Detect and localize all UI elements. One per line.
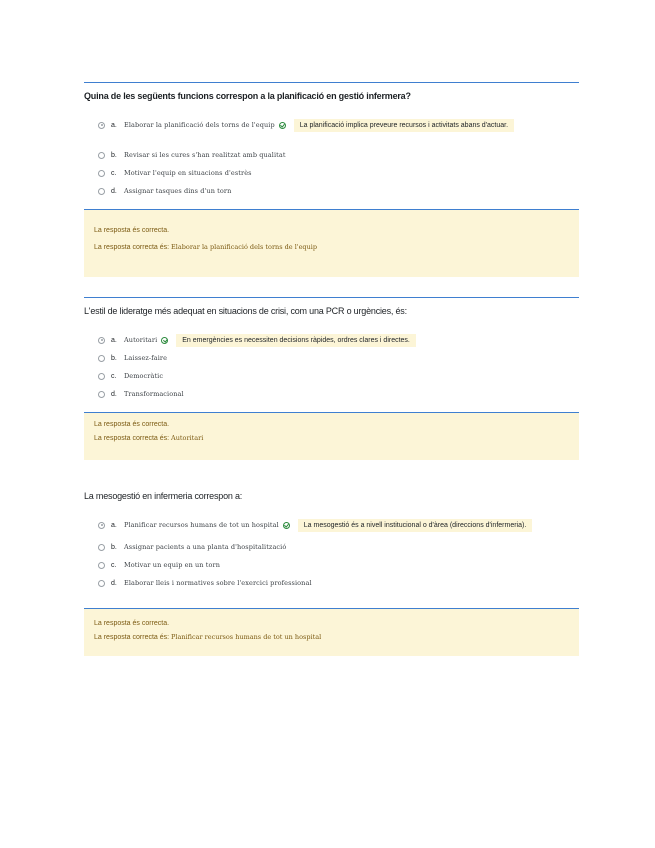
question-divider [84, 82, 579, 83]
answer-option-d[interactable] [98, 574, 579, 592]
right-answer-value: Planificar recursos humans de tot un hospital [171, 633, 322, 641]
answer-letter: a. [111, 121, 117, 129]
radio-button[interactable] [98, 562, 105, 569]
answer-text: Elaborar lleis i normatives sobre l'exercici professional [124, 579, 312, 587]
answer-option-a[interactable] [98, 116, 579, 134]
outcome-text: La resposta és correcta. [94, 421, 170, 428]
answer-list [84, 116, 579, 200]
radio-button[interactable] [98, 522, 105, 529]
answer-letter: a. [111, 521, 117, 529]
answer-text: Assignar tasques dins d'un torn [124, 187, 232, 195]
answer-text: Laissez-faire [124, 354, 168, 362]
correct-check-icon [161, 337, 168, 344]
answer-option-d[interactable] [98, 385, 579, 403]
right-answer-value: Autoritari [171, 434, 204, 442]
answer-option-b[interactable] [98, 146, 579, 164]
answer-text: Assignar pacients a una planta d'hospitalització [124, 543, 287, 551]
radio-button[interactable] [98, 170, 105, 177]
answer-letter: b. [111, 151, 117, 159]
answer-letter: b. [111, 543, 117, 551]
answer-option-a[interactable] [98, 331, 579, 349]
answer-text: Motivar l'equip en situacions d'estrès [124, 169, 252, 177]
answer-option-c[interactable] [98, 367, 579, 385]
answer-feedback: La planificació implica preveure recursos i activitats abans d'actuar. [294, 119, 514, 132]
answer-text: Democràtic [124, 372, 164, 380]
radio-button[interactable] [98, 122, 105, 129]
right-answer-prefix: La resposta correcta és: [94, 634, 170, 641]
answer-letter: d. [111, 390, 117, 398]
outcome-text: La resposta és correcta. [94, 227, 170, 234]
correct-check-icon [279, 122, 286, 129]
answer-text: Elaborar la planificació dels torns de l'equip [124, 121, 275, 129]
answer-option-b[interactable] [98, 349, 579, 367]
right-answer-value: Elaborar la planificació dels torns de l'equip [171, 243, 318, 251]
question-text: Quina de les següents funcions correspon a la planificació en gestió infermera? [84, 91, 411, 101]
answer-letter: c. [111, 372, 117, 380]
answer-letter: b. [111, 354, 117, 362]
answer-option-a[interactable] [98, 516, 579, 534]
right-answer-prefix: La resposta correcta és: [94, 244, 170, 251]
answer-option-d[interactable] [98, 182, 579, 200]
radio-button[interactable] [98, 152, 105, 159]
radio-button[interactable] [98, 580, 105, 587]
radio-button[interactable] [98, 337, 105, 344]
radio-button[interactable] [98, 391, 105, 398]
outcome-box [84, 609, 579, 656]
answer-letter: d. [111, 187, 117, 195]
radio-button[interactable] [98, 188, 105, 195]
answer-text: Autoritari [124, 336, 158, 344]
answer-text: Planificar recursos humans de tot un hospital [124, 521, 279, 529]
answer-list [84, 516, 579, 592]
question-text: La mesogestió en infermeria correspon a: [84, 491, 243, 501]
answer-feedback: La mesogestió és a nivell institucional o d'àrea (direccions d'infermeria). [298, 519, 533, 532]
answer-letter: a. [111, 336, 117, 344]
question-2 [84, 297, 579, 460]
answer-letter: c. [111, 561, 117, 569]
answer-option-c[interactable] [98, 556, 579, 574]
correct-check-icon [283, 522, 290, 529]
answer-feedback: En emergències es necessiten decisions ràpides, ordres clares i directes. [176, 334, 416, 347]
radio-button[interactable] [98, 355, 105, 362]
question-3 [84, 490, 579, 656]
answer-text: Motivar un equip en un torn [124, 561, 220, 569]
question-text: L'estil de lideratge més adequat en situacions de crisi, com una PCR o urgències, és: [84, 306, 407, 316]
question-divider [84, 297, 579, 298]
radio-button[interactable] [98, 544, 105, 551]
answer-option-b[interactable] [98, 538, 579, 556]
right-answer [94, 633, 569, 641]
question-1 [84, 82, 579, 277]
outcome-text: La resposta és correcta. [94, 620, 170, 627]
answer-text: Transformacional [124, 390, 184, 398]
answer-list [84, 331, 579, 403]
right-answer [94, 434, 569, 442]
answer-text: Revisar si les cures s'han realitzat amb qualitat [124, 151, 286, 159]
answer-letter: c. [111, 169, 117, 177]
right-answer-prefix: La resposta correcta és: [94, 435, 170, 442]
radio-button[interactable] [98, 373, 105, 380]
outcome-box [84, 413, 579, 460]
right-answer [94, 243, 569, 251]
answer-letter: d. [111, 579, 117, 587]
outcome-box [84, 210, 579, 277]
answer-option-c[interactable] [98, 164, 579, 182]
